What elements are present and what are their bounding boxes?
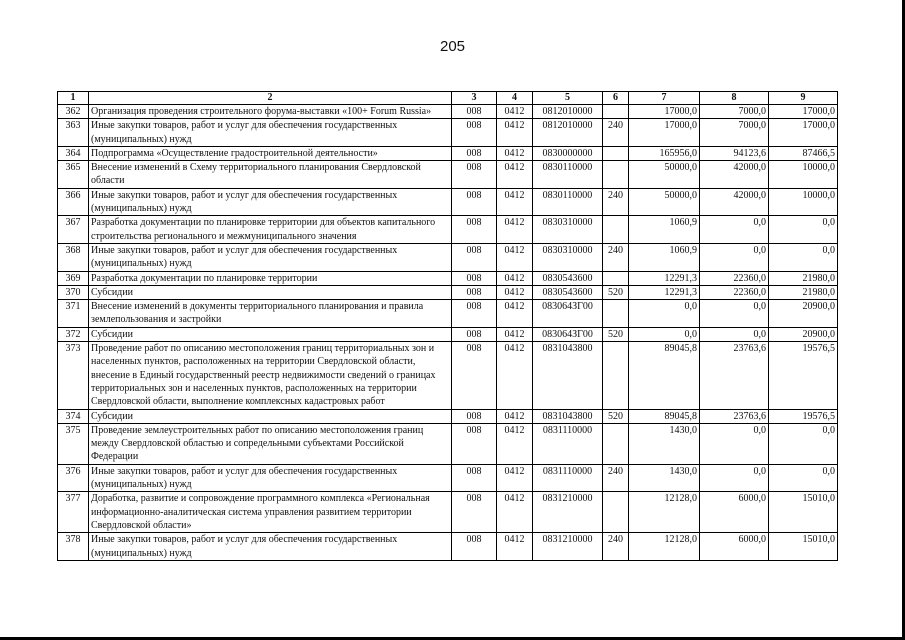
amount-cell: 19576,5	[769, 409, 838, 423]
code-expense-cell: 240	[603, 533, 629, 561]
amount-cell: 0,0	[700, 216, 769, 244]
code-admin-cell: 008	[452, 146, 497, 160]
code-target-cell: 0812010000	[533, 105, 603, 119]
code-target-cell: 083064ЗГ00	[533, 300, 603, 328]
code-target-cell: 0830000000	[533, 146, 603, 160]
amount-cell: 89045,8	[629, 342, 700, 409]
code-admin-cell: 008	[452, 300, 497, 328]
row-name-cell: Иные закупки товаров, работ и услуг для обеспечения государственных (муниципальных) нужд	[89, 119, 452, 147]
code-expense-cell: 520	[603, 327, 629, 341]
row-number-cell: 367	[58, 216, 89, 244]
code-expense-cell	[603, 105, 629, 119]
table-row	[58, 285, 838, 299]
code-expense-cell: 240	[603, 243, 629, 271]
code-expense-cell: 520	[603, 409, 629, 423]
amount-cell: 42000,0	[700, 188, 769, 216]
code-expense-cell	[603, 342, 629, 409]
amount-cell: 0,0	[700, 464, 769, 492]
code-admin-cell: 008	[452, 161, 497, 189]
row-name-cell: Субсидии	[89, 327, 452, 341]
col-header: 8	[700, 92, 769, 105]
code-admin-cell: 008	[452, 464, 497, 492]
row-number-cell: 364	[58, 146, 89, 160]
table-row	[58, 492, 838, 533]
col-header: 5	[533, 92, 603, 105]
amount-cell: 0,0	[700, 243, 769, 271]
code-target-cell: 0830310000	[533, 243, 603, 271]
row-name-cell: Субсидии	[89, 409, 452, 423]
table-row	[58, 342, 838, 409]
table-row	[58, 271, 838, 285]
code-section-cell: 0412	[497, 146, 533, 160]
table-row	[58, 409, 838, 423]
row-number-cell: 372	[58, 327, 89, 341]
amount-cell: 17000,0	[629, 119, 700, 147]
col-header: 3	[452, 92, 497, 105]
col-header: 6	[603, 92, 629, 105]
code-admin-cell: 008	[452, 492, 497, 533]
code-section-cell: 0412	[497, 216, 533, 244]
amount-cell: 94123,6	[700, 146, 769, 160]
code-admin-cell: 008	[452, 271, 497, 285]
row-number-cell: 378	[58, 533, 89, 561]
code-section-cell: 0412	[497, 409, 533, 423]
amount-cell: 0,0	[769, 423, 838, 464]
code-target-cell: 0831043800	[533, 342, 603, 409]
amount-cell: 89045,8	[629, 409, 700, 423]
amount-cell: 1060,9	[629, 243, 700, 271]
amount-cell: 10000,0	[769, 188, 838, 216]
code-target-cell: 0831110000	[533, 464, 603, 492]
amount-cell: 0,0	[700, 300, 769, 328]
code-section-cell: 0412	[497, 300, 533, 328]
code-target-cell: 0812010000	[533, 119, 603, 147]
row-number-cell: 368	[58, 243, 89, 271]
amount-cell: 12291,3	[629, 285, 700, 299]
amount-cell: 22360,0	[700, 285, 769, 299]
amount-cell: 1060,9	[629, 216, 700, 244]
amount-cell: 22360,0	[700, 271, 769, 285]
code-admin-cell: 008	[452, 105, 497, 119]
row-number-cell: 362	[58, 105, 89, 119]
code-target-cell: 0831043800	[533, 409, 603, 423]
amount-cell: 0,0	[700, 327, 769, 341]
row-name-cell: Иные закупки товаров, работ и услуг для обеспечения государственных (муниципальных) нужд	[89, 464, 452, 492]
code-target-cell: 0830110000	[533, 188, 603, 216]
table-row	[58, 161, 838, 189]
row-name-cell: Субсидии	[89, 285, 452, 299]
row-number-cell: 369	[58, 271, 89, 285]
amount-cell: 0,0	[629, 300, 700, 328]
col-header: 4	[497, 92, 533, 105]
col-header: 9	[769, 92, 838, 105]
code-target-cell: 083064ЗГ00	[533, 327, 603, 341]
row-number-cell: 365	[58, 161, 89, 189]
amount-cell: 19576,5	[769, 342, 838, 409]
amount-cell: 21980,0	[769, 285, 838, 299]
row-name-cell: Иные закупки товаров, работ и услуг для обеспечения государственных (муниципальных) нужд	[89, 533, 452, 561]
amount-cell: 17000,0	[769, 119, 838, 147]
code-target-cell: 0830543600	[533, 285, 603, 299]
code-expense-cell	[603, 146, 629, 160]
code-section-cell: 0412	[497, 105, 533, 119]
amount-cell: 7000,0	[700, 105, 769, 119]
code-admin-cell: 008	[452, 285, 497, 299]
code-admin-cell: 008	[452, 327, 497, 341]
code-admin-cell: 008	[452, 423, 497, 464]
row-name-cell: Иные закупки товаров, работ и услуг для обеспечения государственных (муниципальных) нужд	[89, 243, 452, 271]
row-name-cell: Разработка документации по планировке территории	[89, 271, 452, 285]
code-section-cell: 0412	[497, 533, 533, 561]
row-number-cell: 363	[58, 119, 89, 147]
amount-cell: 20900,0	[769, 327, 838, 341]
code-section-cell: 0412	[497, 188, 533, 216]
row-name-cell: Внесение изменений в документы территориального планирования и правила землепользования и застройки	[89, 300, 452, 328]
amount-cell: 7000,0	[700, 119, 769, 147]
amount-cell: 87466,5	[769, 146, 838, 160]
amount-cell: 21980,0	[769, 271, 838, 285]
amount-cell: 15010,0	[769, 492, 838, 533]
amount-cell: 0,0	[769, 243, 838, 271]
table-row	[58, 243, 838, 271]
row-number-cell: 371	[58, 300, 89, 328]
amount-cell: 1430,0	[629, 464, 700, 492]
row-name-cell: Внесение изменений в Схему территориального планирования Свердловской области	[89, 161, 452, 189]
code-target-cell: 0831210000	[533, 533, 603, 561]
amount-cell: 0,0	[769, 464, 838, 492]
code-admin-cell: 008	[452, 119, 497, 147]
page-number: 205	[439, 38, 466, 55]
code-section-cell: 0412	[497, 119, 533, 147]
code-section-cell: 0412	[497, 327, 533, 341]
amount-cell: 165956,0	[629, 146, 700, 160]
table-row	[58, 300, 838, 328]
code-admin-cell: 008	[452, 188, 497, 216]
row-name-cell: Разработка документации по планировке территории для объектов капитального строительства регионального и межмуниципального значения	[89, 216, 452, 244]
amount-cell: 6000,0	[700, 533, 769, 561]
table-row	[58, 464, 838, 492]
col-header: 1	[58, 92, 89, 105]
row-number-cell: 374	[58, 409, 89, 423]
table-row	[58, 105, 838, 119]
budget-table	[57, 91, 838, 561]
row-number-cell: 366	[58, 188, 89, 216]
code-target-cell: 0831110000	[533, 423, 603, 464]
amount-cell: 23763,6	[700, 342, 769, 409]
row-name-cell: Иные закупки товаров, работ и услуг для обеспечения государственных (муниципальных) нужд	[89, 188, 452, 216]
amount-cell: 17000,0	[629, 105, 700, 119]
code-section-cell: 0412	[497, 342, 533, 409]
amount-cell: 42000,0	[700, 161, 769, 189]
amount-cell: 0,0	[769, 216, 838, 244]
table-row	[58, 533, 838, 561]
amount-cell: 50000,0	[629, 188, 700, 216]
code-expense-cell: 240	[603, 119, 629, 147]
table-row	[58, 216, 838, 244]
table-row	[58, 327, 838, 341]
code-expense-cell: 240	[603, 188, 629, 216]
amount-cell: 23763,6	[700, 409, 769, 423]
header-row	[58, 92, 838, 105]
amount-cell: 15010,0	[769, 533, 838, 561]
code-section-cell: 0412	[497, 243, 533, 271]
col-header: 2	[89, 92, 452, 105]
code-section-cell: 0412	[497, 271, 533, 285]
row-name-cell: Доработка, развитие и сопровождение программного комплекса «Региональная информационно-аналитическая система управления развитием территории Свердловской области»	[89, 492, 452, 533]
code-expense-cell: 240	[603, 464, 629, 492]
code-section-cell: 0412	[497, 492, 533, 533]
code-admin-cell: 008	[452, 216, 497, 244]
amount-cell: 6000,0	[700, 492, 769, 533]
table-row	[58, 119, 838, 147]
code-admin-cell: 008	[452, 533, 497, 561]
code-expense-cell	[603, 161, 629, 189]
col-header: 7	[629, 92, 700, 105]
code-section-cell: 0412	[497, 161, 533, 189]
row-name-cell: Организация проведения строительного форума-выставки «100+ Forum Russia»	[89, 105, 452, 119]
amount-cell: 10000,0	[769, 161, 838, 189]
table-row	[58, 188, 838, 216]
code-expense-cell	[603, 492, 629, 533]
code-section-cell: 0412	[497, 285, 533, 299]
table-row	[58, 146, 838, 160]
amount-cell: 0,0	[700, 423, 769, 464]
code-expense-cell: 520	[603, 285, 629, 299]
amount-cell: 12291,3	[629, 271, 700, 285]
amount-cell: 12128,0	[629, 533, 700, 561]
table-body	[58, 105, 838, 561]
amount-cell: 0,0	[629, 327, 700, 341]
code-expense-cell	[603, 423, 629, 464]
code-target-cell: 0831210000	[533, 492, 603, 533]
table-row	[58, 423, 838, 464]
code-expense-cell	[603, 300, 629, 328]
row-number-cell: 377	[58, 492, 89, 533]
amount-cell: 17000,0	[769, 105, 838, 119]
row-number-cell: 373	[58, 342, 89, 409]
row-name-cell: Проведение землеустроительных работ по описанию местоположения границ между Свердловской областью и сопредельными субъектами Российской Федерации	[89, 423, 452, 464]
code-target-cell: 0830110000	[533, 161, 603, 189]
code-expense-cell	[603, 216, 629, 244]
code-target-cell: 0830543600	[533, 271, 603, 285]
row-name-cell: Подпрограмма «Осуществление градостроительной деятельности»	[89, 146, 452, 160]
row-number-cell: 375	[58, 423, 89, 464]
amount-cell: 12128,0	[629, 492, 700, 533]
row-name-cell: Проведение работ по описанию местоположения границ территориальных зон и населенных пунктов, расположенных на территории Свердловской области, внесение в Единый государственный реестр недвижимости сведений о границах территориальных зон и населенных пунктов, расположенных на территории Свердловской области, выполнение комплексных кадастровых работ	[89, 342, 452, 409]
code-admin-cell: 008	[452, 409, 497, 423]
code-admin-cell: 008	[452, 342, 497, 409]
amount-cell: 20900,0	[769, 300, 838, 328]
code-target-cell: 0830310000	[533, 216, 603, 244]
amount-cell: 50000,0	[629, 161, 700, 189]
code-expense-cell	[603, 271, 629, 285]
code-section-cell: 0412	[497, 423, 533, 464]
row-number-cell: 376	[58, 464, 89, 492]
amount-cell: 1430,0	[629, 423, 700, 464]
code-section-cell: 0412	[497, 464, 533, 492]
code-admin-cell: 008	[452, 243, 497, 271]
row-number-cell: 370	[58, 285, 89, 299]
